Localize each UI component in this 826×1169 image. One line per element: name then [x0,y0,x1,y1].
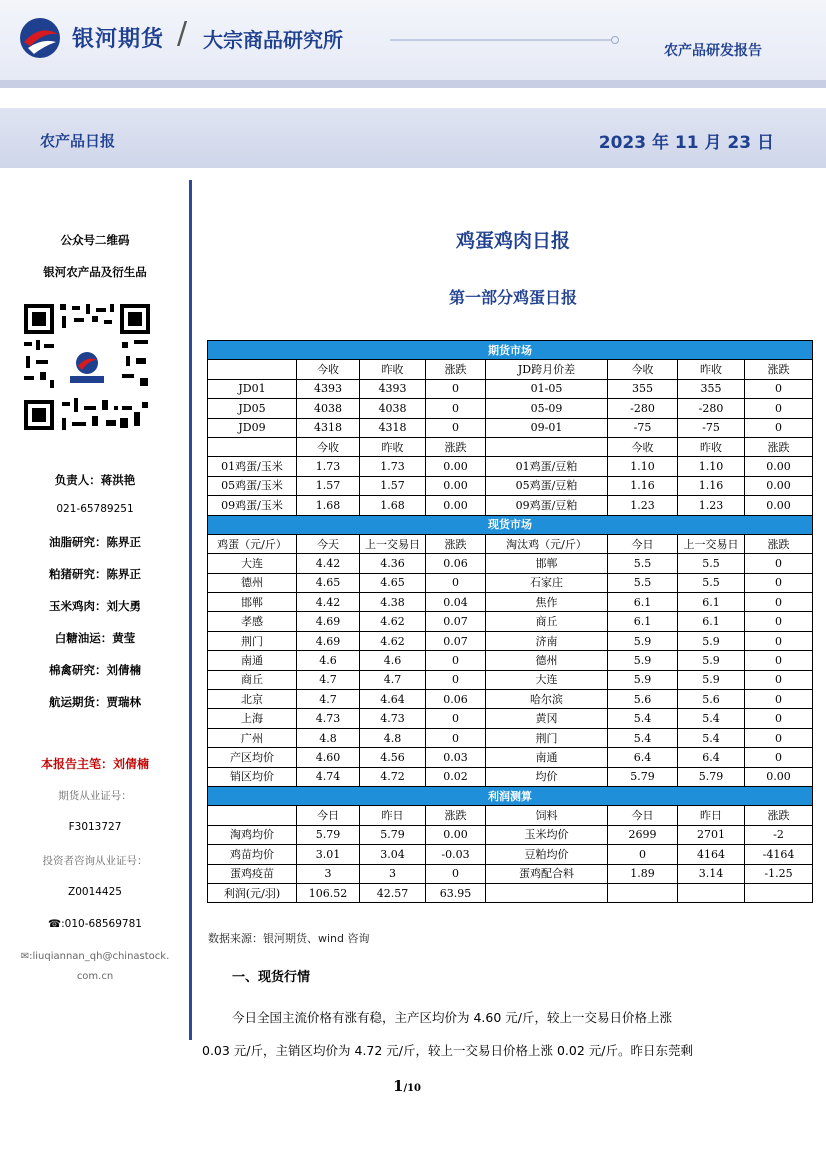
table-cell: 0 [745,631,813,650]
table-cell: 4.69 [297,631,360,650]
table-cell: 淘鸡均价 [208,825,297,844]
table-cell: 3 [297,864,360,883]
table-cell: 1.16 [678,476,745,495]
table-cell: 今收 [608,437,678,456]
table-cell: 0 [745,651,813,670]
table-cell: 涨跌 [426,534,486,553]
table-cell: 4038 [360,399,426,418]
table-cell: 上一交易日 [678,534,745,553]
table-cell: 黄冈 [486,709,608,728]
table-cell: 1.89 [608,864,678,883]
table-cell [208,437,297,456]
table-row [208,593,813,612]
table-cell: 1.23 [678,496,745,515]
table-cell: 淘汰鸡（元/斤） [486,534,608,553]
table-cell: 4.64 [360,690,426,709]
page-number [393,1077,421,1095]
table-cell: 09-01 [486,418,608,437]
table-cell: 5.79 [360,825,426,844]
table-cell: 涨跌 [745,437,813,456]
table-cell: 05鸡蛋/玉米 [208,476,297,495]
futures-header-row [208,360,813,379]
table-cell: 广州 [208,728,297,747]
table-cell: 今日 [608,534,678,553]
table-cell: 2699 [608,825,678,844]
table-cell: 4.38 [360,593,426,612]
table-cell: 4.7 [297,690,360,709]
table-cell: 5.6 [608,690,678,709]
table-cell: 63.95 [426,883,486,902]
qr-title: 公众号二维码 [60,233,130,247]
table-cell: 0 [745,670,813,689]
table-cell: 1.73 [360,457,426,476]
table-cell: 4393 [360,379,426,398]
table-cell: 大连 [486,670,608,689]
table-cell: 4.69 [297,612,360,631]
table-cell: 5.79 [297,825,360,844]
table-cell: JD05 [208,399,297,418]
table-cell: 昨收 [678,437,745,456]
table-cell: 哈尔滨 [486,690,608,709]
table-cell: 09鸡蛋/玉米 [208,496,297,515]
table-cell: 3 [360,864,426,883]
author-telephone: ☎:010-68569781 [48,918,142,930]
table-cell: 0 [426,651,486,670]
table-cell: 5.9 [608,670,678,689]
paragraph-line-2: 0.03 元/斤，主销区均价为 4.72 元/斤，较上一交易日价格上涨 0.02 元/斤。昨日东莞剩 [202,1043,693,1058]
table-cell: 4.74 [297,767,360,786]
table-cell: 商丘 [208,670,297,689]
table-cell: 今收 [297,437,360,456]
table-cell: 0 [745,379,813,398]
table-row [208,418,813,437]
table-cell: 5.9 [608,631,678,650]
table-cell: 4.8 [360,728,426,747]
table-cell: 0.00 [745,496,813,515]
table-cell: 邯郸 [486,554,608,573]
table-cell: 涨跌 [745,534,813,553]
table-cell: 0 [745,418,813,437]
table-cell: 5.5 [608,554,678,573]
table-cell: 3.14 [678,864,745,883]
table-cell: 南通 [486,748,608,767]
table-cell: 今收 [297,360,360,379]
profit-header-row [208,806,813,825]
table-cell: 4.73 [360,709,426,728]
table-cell: 5.5 [678,554,745,573]
table-cell: 鸡蛋（元/斤） [208,534,297,553]
table-cell: 玉米均价 [486,825,608,844]
staff-freight-futures: 航运期货：贾瑞林 [49,695,141,709]
report-type: 农产品研发报告 [664,43,762,59]
table-cell: -280 [608,399,678,418]
table-cell: 2701 [678,825,745,844]
table-cell: 今收 [608,360,678,379]
table-cell: 4.36 [360,554,426,573]
header-divider [0,80,826,88]
table-cell: 德州 [208,573,297,592]
responsible-person: 负责人：蒋洪艳 [54,473,136,487]
table-cell [486,437,608,456]
author-email[interactable]: ✉:liuqiannan_qh@chinastock. [20,951,170,962]
table-cell: 4.7 [297,670,360,689]
table-cell: 5.4 [608,728,678,747]
table-cell: 6.1 [608,612,678,631]
table-cell: 4.7 [360,670,426,689]
table-row [208,612,813,631]
table-cell: 4.60 [297,748,360,767]
table-cell: 1.10 [678,457,745,476]
header-decoration-line [390,30,620,50]
table-cell: 大连 [208,554,297,573]
doc-title: 鸡蛋鸡肉日报 [455,230,570,252]
table-cell: 5.4 [678,709,745,728]
table-cell: 09鸡蛋/豆粕 [486,496,608,515]
table-cell: 商丘 [486,612,608,631]
institute-name: 大宗商品研究所 [203,28,343,52]
table-cell: 5.5 [678,573,745,592]
table-cell: 焦作 [486,593,608,612]
table-cell: 销区均价 [208,767,297,786]
staff-corn-chicken: 玉米鸡肉：刘大勇 [49,599,141,613]
table-cell: 鸡苗均价 [208,845,297,864]
table-cell: 均价 [486,767,608,786]
table-cell: 4.65 [297,573,360,592]
table-cell: 石家庄 [486,573,608,592]
staff-cotton-poultry: 棉禽研究：刘倩楠 [49,663,141,677]
table-cell: 饲料 [486,806,608,825]
table-row [208,883,813,902]
table-cell: 3.01 [297,845,360,864]
table-row [208,651,813,670]
table-cell: 南通 [208,651,297,670]
table-cell: 荆门 [208,631,297,650]
table-row [208,728,813,747]
table-cell [208,806,297,825]
table-cell: -280 [678,399,745,418]
table-cell: 01鸡蛋/豆粕 [486,457,608,476]
table-cell: 4318 [360,418,426,437]
table-cell: 0 [426,864,486,883]
table-cell: 5.4 [678,728,745,747]
table-cell: 6.1 [608,593,678,612]
table-cell: 4038 [297,399,360,418]
table-row [208,379,813,398]
table-cell [608,883,678,902]
table-cell: 42.57 [360,883,426,902]
table-cell: -1.25 [745,864,813,883]
table-row [208,748,813,767]
table-cell: 上一交易日 [360,534,426,553]
table-cell: 0.00 [426,496,486,515]
table-cell: 6.1 [678,593,745,612]
table-cell: 0 [745,709,813,728]
futures-section-header: 期货市场 [208,341,813,360]
table-cell: 0 [426,670,486,689]
spot-section-header: 现货市场 [208,515,813,534]
table-cell: 0 [745,573,813,592]
table-cell: 蛋鸡疫苗 [208,864,297,883]
table-cell: 0.00 [426,825,486,844]
table-cell: 5.6 [678,690,745,709]
table-cell: 1.68 [297,496,360,515]
table-row [208,864,813,883]
table-cell: 昨日 [678,806,745,825]
table-cell: 德州 [486,651,608,670]
table-cell: 0.02 [426,767,486,786]
table-cell: 1.73 [297,457,360,476]
data-source: 数据来源：银河期货、wind 咨询 [208,932,370,945]
table-row [208,573,813,592]
section-spot-heading: 一、现货行情 [232,970,311,985]
staff-sugar-shipping: 白糖油运：黄莹 [54,631,136,645]
table-cell: -0.03 [426,845,486,864]
staff-meal-hog: 粕猪研究：陈界正 [49,567,141,581]
table-cell: 4.42 [297,593,360,612]
report-date: 2023 年 11 月 23 日 [598,133,774,153]
advisor-license-number: Z0014425 [68,886,122,898]
table-cell: 5.9 [678,670,745,689]
table-cell: 昨收 [360,360,426,379]
table-cell: -75 [678,418,745,437]
table-cell: JD跨月价差 [486,360,608,379]
table-row [208,709,813,728]
table-row [208,670,813,689]
table-cell: 荆门 [486,728,608,747]
table-cell: 0 [745,748,813,767]
table-cell: 0 [426,728,486,747]
page-current: 1 [393,1077,404,1095]
table-cell: 4.6 [297,651,360,670]
table-row [208,825,813,844]
table-cell: 0.07 [426,631,486,650]
table-cell: 北京 [208,690,297,709]
report-author: 本报告主笔：刘倩楠 [40,757,149,771]
table-cell: 1.16 [608,476,678,495]
table-cell: 355 [678,379,745,398]
table-cell: 1.23 [608,496,678,515]
table-cell [678,883,745,902]
table-cell: 涨跌 [426,360,486,379]
contact-phone: 021-65789251 [56,503,134,515]
table-row [208,457,813,476]
table-cell: 昨收 [360,437,426,456]
brand-separator: / [177,16,188,51]
table-cell: 4164 [678,845,745,864]
table-cell: 涨跌 [426,806,486,825]
table-row [208,631,813,650]
egg-market-table [207,340,813,903]
profit-section-row [208,786,813,805]
table-cell: 利润(元/羽) [208,883,297,902]
qr-code-icon [22,302,152,432]
table-cell: 01鸡蛋/玉米 [208,457,297,476]
table-cell [208,360,297,379]
table-cell: 5.79 [678,767,745,786]
table-cell: 1.10 [608,457,678,476]
paragraph-line-1: 今日全国主流价格有涨有稳，主产区均价为 4.60 元/斤，较上一交易日价格上涨 [232,1010,672,1025]
table-cell [486,883,608,902]
table-cell: 0 [426,379,486,398]
table-cell: 4.56 [360,748,426,767]
table-row [208,845,813,864]
table-cell: 0.00 [426,476,486,495]
qr-subtitle: 银河农产品及衍生品 [43,265,147,279]
table-cell: 5.79 [608,767,678,786]
futures-license-label: 期货从业证号： [58,790,132,802]
table-cell: 0.00 [745,457,813,476]
table-cell: 1.57 [297,476,360,495]
table-cell: 涨跌 [745,360,813,379]
table-cell: 孝感 [208,612,297,631]
report-header [0,0,826,80]
table-cell: 05-09 [486,399,608,418]
table-cell: 6.4 [678,748,745,767]
galaxy-futures-logo-icon [18,16,62,60]
table-cell: 0.00 [745,767,813,786]
table-cell: 昨日 [360,806,426,825]
table-cell: 01-05 [486,379,608,398]
table-cell: 0 [745,554,813,573]
table-cell: 355 [608,379,678,398]
brand-name: 银河期货 [72,27,165,52]
table-cell: 5.9 [678,651,745,670]
table-cell: 4.65 [360,573,426,592]
spot-section-row [208,515,813,534]
table-cell: 4.62 [360,612,426,631]
table-cell: 0 [426,399,486,418]
table-cell: 6.4 [608,748,678,767]
table-cell: -75 [608,418,678,437]
table-cell: 0 [426,418,486,437]
table-cell: 0.04 [426,593,486,612]
table-cell: 5.9 [608,651,678,670]
table-cell: 1.68 [360,496,426,515]
table-cell: 0 [745,612,813,631]
table-cell: 蛋鸡配合料 [486,864,608,883]
table-cell: 昨收 [678,360,745,379]
table-cell: 0 [608,845,678,864]
table-cell: 5.4 [608,709,678,728]
table-cell: 今日 [297,806,360,825]
futures-license-number: F3013727 [68,821,122,833]
advisor-license-label: 投资者咨询从业证号： [42,855,148,867]
table-cell: 0 [745,593,813,612]
table-row [208,690,813,709]
table-cell: 106.52 [297,883,360,902]
profit-section-header: 利润测算 [208,786,813,805]
page-total: /10 [403,1083,422,1094]
table-cell: 0 [745,399,813,418]
table-cell: 0.00 [745,476,813,495]
table-cell: 4.42 [297,554,360,573]
table-cell: 济南 [486,631,608,650]
table-cell: 4318 [297,418,360,437]
table-cell: 4.62 [360,631,426,650]
table-cell: 0.06 [426,690,486,709]
table-cell: 0.00 [426,457,486,476]
table-row [208,496,813,515]
table-cell: 5.5 [608,573,678,592]
table-cell: JD09 [208,418,297,437]
table-cell: 4.6 [360,651,426,670]
table-cell: 涨跌 [426,437,486,456]
table-row [208,554,813,573]
table-cell: 3.04 [360,845,426,864]
report-name: 农产品日报 [40,132,116,150]
table-cell: 0 [745,728,813,747]
table-cell: 豆粕均价 [486,845,608,864]
table-cell: 4.73 [297,709,360,728]
table-cell: 邯郸 [208,593,297,612]
table-cell: 今日 [608,806,678,825]
table-cell: 0.03 [426,748,486,767]
table-cell: 5.9 [678,631,745,650]
table-cell: -2 [745,825,813,844]
table-cell: 4393 [297,379,360,398]
table-cell: 4.8 [297,728,360,747]
table-cell: -4164 [745,845,813,864]
ratio-header-row [208,437,813,456]
spot-header-row [208,534,813,553]
table-cell: 0 [426,709,486,728]
staff-oils: 油脂研究：陈界正 [49,535,141,549]
table-cell: 6.1 [678,612,745,631]
table-cell: 4.72 [360,767,426,786]
table-cell: 今天 [297,534,360,553]
table-row [208,399,813,418]
futures-section-row [208,341,813,360]
table-cell: 0 [745,690,813,709]
author-email-suffix[interactable]: com.cn [76,971,114,982]
table-cell [745,883,813,902]
table-row [208,476,813,495]
table-cell: 0 [426,573,486,592]
table-cell: 1.57 [360,476,426,495]
table-cell: 0.06 [426,554,486,573]
table-cell: 涨跌 [745,806,813,825]
table-cell: 05鸡蛋/豆粕 [486,476,608,495]
table-cell: JD01 [208,379,297,398]
table-cell: 上海 [208,709,297,728]
table-cell: 0.07 [426,612,486,631]
table-row [208,767,813,786]
table-cell: 产区均价 [208,748,297,767]
doc-subtitle: 第一部分鸡蛋日报 [448,288,577,307]
